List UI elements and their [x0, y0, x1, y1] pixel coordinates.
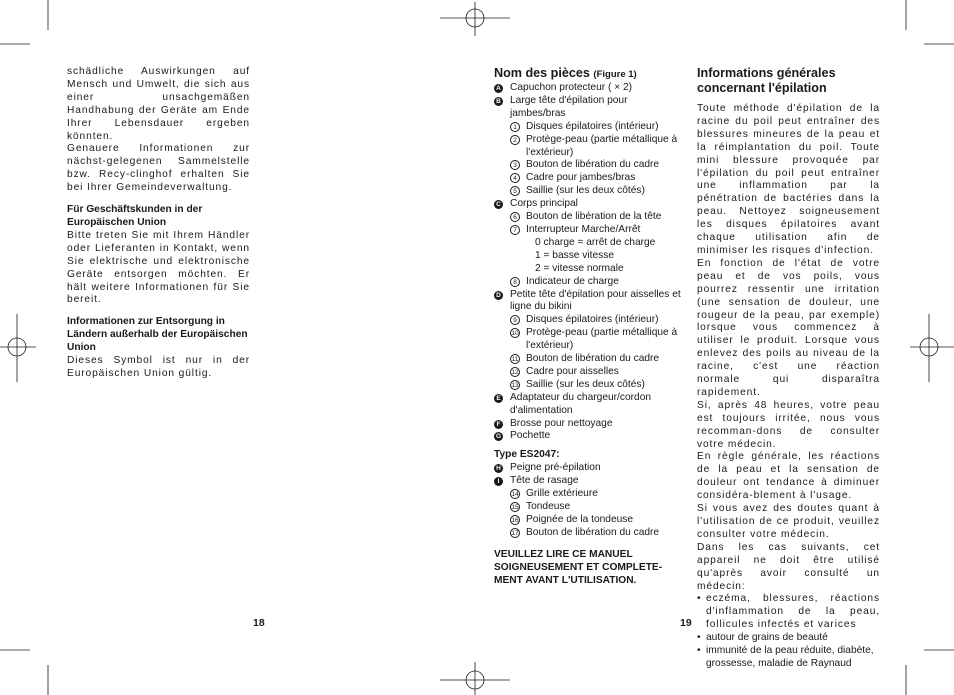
part-number-circle: 14	[511, 491, 519, 499]
info-paragraph: En règle générale, les réactions de la peau et la sensation de douleur ont tendance à diminuer considéra-blement à l'usage.	[697, 451, 880, 502]
part-subitem-label: Interrupteur Marche/Arrêt	[526, 223, 641, 235]
page-number-left: 18	[253, 617, 265, 629]
part-letter-circle: A	[494, 84, 503, 93]
part-number	[510, 121, 526, 134]
disposal-paragraph: schädliche Auswirkungen auf Mensch und Umwelt, die sich aus einer unsachgemäßen Handhabung der Geräte am Ende Ihrer Lebensdauer ergeben könnten.	[67, 66, 250, 142]
part-subitem	[494, 159, 684, 172]
part-number-circle: 13	[511, 381, 519, 389]
part-number	[510, 224, 526, 237]
part-number	[510, 276, 526, 289]
part-group-label: Pochette	[510, 430, 551, 442]
part-subitem	[494, 527, 684, 540]
part-letter	[494, 430, 510, 443]
part-number	[510, 527, 526, 540]
part-letter	[494, 82, 510, 95]
part-group	[494, 392, 684, 418]
part-number-circle: 17	[511, 529, 519, 537]
part-subitem-label: Bouton de libération de la tête	[526, 211, 662, 223]
part-subitem-label: Saillie (sur les deux côtés)	[526, 378, 645, 390]
info-bullet: • immunité de la peau réduite, diabète, grossesse, maladie de Raynaud	[697, 645, 874, 669]
part-group	[494, 418, 684, 431]
part-letter-circle: I	[494, 477, 503, 486]
info-column	[697, 66, 880, 671]
part-subitem	[494, 134, 684, 160]
part-number	[510, 134, 526, 147]
part-subitem	[494, 172, 684, 185]
part-letter-circle: C	[494, 200, 503, 209]
part-number-circle: 9	[510, 315, 520, 325]
part-subitem-label: Disques épilatoires (intérieur)	[526, 314, 659, 326]
part-letter	[494, 462, 510, 475]
part-subitem-label: Disques épilatoires (intérieur)	[526, 120, 659, 132]
part-group-label: Tête de rasage	[510, 475, 579, 487]
part-group-label: Peigne pré-épilation	[510, 462, 601, 474]
part-group-label: Corps principal	[510, 198, 578, 210]
part-subitem-label: Poignée de la tondeuse	[526, 513, 634, 525]
part-number	[510, 314, 526, 327]
part-letter-circle: F	[494, 420, 503, 429]
part-subitem-label: Indicateur de charge	[526, 275, 619, 287]
part-subitem	[494, 121, 684, 134]
charge-setting: 0 charge = arrêt de charge	[535, 236, 656, 248]
part-number-circle: 10	[511, 330, 519, 338]
part-number-circle: 7	[510, 225, 520, 235]
part-subitem-label: Cadre pour aisselles	[526, 365, 619, 377]
part-number-circle: 2	[510, 135, 520, 145]
part-letter	[494, 418, 510, 431]
part-number	[510, 211, 526, 224]
part-group	[494, 82, 684, 95]
info-heading: Informations générales concernant l'épilation	[697, 66, 836, 95]
part-number-circle: 5	[510, 186, 520, 196]
part-subitem	[494, 224, 684, 237]
part-subitem-label: Grille extérieure	[526, 488, 598, 500]
part-group	[494, 289, 684, 315]
part-subitem	[494, 366, 684, 379]
part-subitem	[494, 353, 684, 366]
part-number	[510, 379, 526, 392]
part-subitem	[494, 211, 684, 224]
part-subitem	[494, 501, 684, 514]
part-group-label: Brosse pour nettoyage	[510, 417, 613, 429]
part-subitem-label: Bouton de libération du cadre	[526, 159, 660, 171]
business-heading: Für Geschäftskunden in der Europäischen Union	[67, 204, 203, 228]
parts-list	[494, 82, 684, 443]
part-letter	[494, 475, 510, 488]
info-paragraph: Si vous avez des doutes quant à l'utilisation de ce produit, veuillez consulter votre médecin.	[697, 503, 880, 540]
part-subitem	[494, 314, 684, 327]
part-letter-circle: B	[494, 97, 503, 106]
info-paragraph: En fonction de l'état de votre peau et de vos poils, vous pourrez ressentir une irritation (une sensation de douleur, une rougeur de la peau, par exemple) lorsque vous commencez à utiliser le produit. Lorsque vous enlevez des poils au niveau de la racine, c'est une réaction normale qui disparaîtra rapidement.	[697, 257, 880, 398]
part-subitem	[494, 379, 684, 392]
part-group	[494, 475, 684, 488]
part-subitem-label: Saillie (sur les deux côtés)	[526, 185, 645, 197]
part-letter	[494, 198, 510, 211]
part-number	[510, 353, 526, 366]
info-paragraph: Si, après 48 heures, votre peau est toujours irritée, nous vous recomman-dons de consulter votre médecin.	[697, 399, 880, 450]
part-letter-circle: G	[495, 433, 502, 441]
page-number-right: 19	[680, 617, 692, 629]
charge-setting: 1 = basse vitesse	[535, 249, 614, 261]
part-number	[510, 501, 526, 514]
info-bullet: • autour de grains de beauté	[697, 632, 828, 644]
part-group	[494, 462, 684, 475]
part-subitem-label: Protège-peau (partie métallique à l'extérieur)	[526, 133, 678, 158]
part-letter-circle: H	[494, 464, 503, 473]
parts-column	[494, 66, 684, 587]
type-parts-list	[494, 462, 684, 539]
part-group-label: Capuchon protecteur ( × 2)	[510, 82, 633, 93]
part-number-circle: 15	[511, 504, 519, 511]
part-group-label: Petite tête d'épilation pour aisselles et ligne du bikini	[510, 288, 681, 313]
part-number-circle: 4	[510, 173, 520, 183]
part-group	[494, 95, 684, 121]
part-number-circle: 8	[510, 277, 520, 287]
part-number-circle: 16	[511, 516, 519, 524]
part-subitem	[494, 514, 684, 527]
info-paragraph: Toute méthode d'épilation de la racine du poil peut entraîner des blessures mineures de la peau et la réimplantation du poil. Toute mini blessure provoquée par l'épilation du poil peut entraîner une inflammation par la pénétration de bactéries dans la peau. Nettoyez soigneusement les disques épilatoires avant chaque utilisation afin de minimiser les risques d'infection.	[697, 103, 880, 256]
part-subitem-label: Bouton de libération du cadre	[526, 353, 660, 365]
part-letter	[494, 95, 510, 108]
outside-eu-text: Dieses Symbol ist nur in der Europäischen Union gültig.	[67, 355, 250, 379]
part-subitem-label: Cadre pour jambes/bras	[526, 172, 636, 184]
part-group	[494, 198, 684, 211]
part-group-label: Adaptateur du chargeur/cordon d'alimentation	[510, 391, 652, 416]
part-subitem-label: Bouton de libération du cadre	[526, 526, 660, 538]
outside-eu-heading: Informationen zur Entsorgung in Ländern außerhalb der Europäischen Union	[67, 316, 248, 354]
charge-setting: 2 = vitesse normale	[535, 262, 624, 274]
part-subitem	[494, 276, 684, 289]
part-group-label: Large tête d'épilation pour jambes/bras	[510, 94, 628, 119]
collection-paragraph: Genauere Informationen zur nächst-gelegenen Sammelstelle bzw. Recy-clinghof erhalten Sie bei Ihrer Gemeindeverwaltung.	[67, 143, 250, 194]
part-letter-circle: E	[494, 394, 503, 403]
part-number	[510, 327, 526, 340]
part-subitem-label: Tondeuse	[526, 501, 571, 512]
part-number-circle: 3	[510, 160, 520, 170]
info-paragraph: Dans les cas suivants, cet appareil ne doit être utilisé qu'après avoir consulté un médecin:	[697, 541, 880, 592]
part-subitem	[494, 185, 684, 198]
part-number-circle: 11	[511, 356, 519, 364]
left-page-column	[67, 66, 250, 381]
info-bullet: • eczéma, blessures, réactions d'inflammation de la peau, follicules infectés et varices	[697, 593, 880, 631]
part-letter-circle: D	[494, 291, 503, 300]
part-subitem	[494, 327, 684, 353]
business-text: Bitte treten Sie mit Ihrem Händler oder Lieferanten in Kontakt, wenn Sie elektrische und elektronische Geräte entsorgen möchten. Er hält weitere Informationen für Sie bereit.	[67, 229, 250, 306]
part-number-circle: 6	[510, 212, 520, 222]
part-number	[510, 185, 526, 198]
part-subitem-label: Protège-peau (partie métallique à l'extérieur)	[526, 327, 678, 352]
part-group	[494, 430, 684, 443]
part-number	[510, 488, 526, 501]
part-number	[510, 366, 526, 379]
parts-heading: Nom des pièces (Figure 1)	[494, 66, 637, 80]
part-number	[510, 159, 526, 172]
part-number-circle: 1	[510, 122, 520, 132]
warning-text: VEUILLEZ LIRE CE MANUEL SOIGNEUSEMENT ET COMPLETE-MENT AVANT L'UTILISATION.	[494, 548, 663, 586]
part-subitem	[494, 488, 684, 501]
part-number	[510, 514, 526, 527]
part-letter	[494, 392, 510, 405]
part-number	[510, 172, 526, 185]
part-number-circle: 12	[511, 368, 519, 376]
type-heading: Type ES2047:	[494, 449, 560, 461]
part-letter	[494, 289, 510, 302]
